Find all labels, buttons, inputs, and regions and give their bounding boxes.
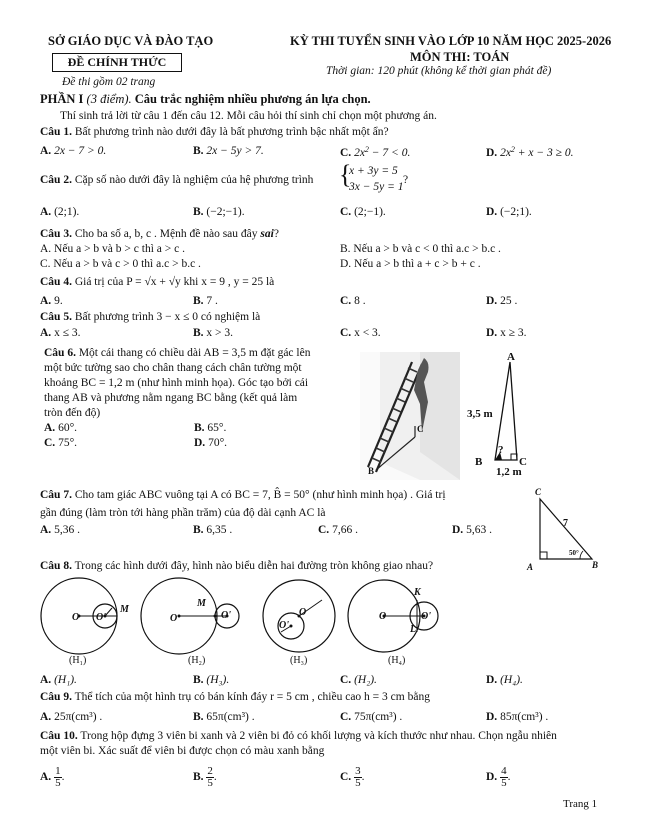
q3-option-b: B. Nếu a > b và c < 0 thì a.c > b.c . xyxy=(340,243,501,255)
q10-stem: Câu 10. Trong hộp đựng 3 viên bi xanh và 2 viên bi đỏ có khối lượng và kích thước như nhau. Chọn ngẫu nhiên xyxy=(40,730,557,742)
q2-equation-1: x + 3y = 5 xyxy=(349,165,398,177)
q3-option-d: D. Nếu a > b thì a + c > b + c . xyxy=(340,258,481,270)
h3-caption: (H₃) xyxy=(290,655,308,666)
subject: MÔN THI: TOÁN xyxy=(410,50,510,64)
q10-stem-2: một viên bi. Xác suất để viên bi được chọn có màu xanh bằng xyxy=(40,745,325,757)
q3-stem: Câu 3. Cho ba số a, b, c . Mệnh đề nào sau đây sai? xyxy=(40,228,279,240)
page-number: Trang 1 xyxy=(563,798,598,810)
photo-label-c: C xyxy=(417,424,424,434)
q7-option-a: A. 5,36 . xyxy=(40,524,80,536)
q9-option-b: B. 65π(cm³) . xyxy=(193,711,255,723)
q10-option-d: D. $\frac{4}{5}$ . xyxy=(486,765,511,789)
q6-label-b: B xyxy=(475,456,483,468)
q10-option-c: C. $\frac{3}{5}$ . xyxy=(340,765,365,789)
q4-option-d: D. 25 . xyxy=(486,295,518,307)
q3-option-a: A. Nếu a > b và b > c thì a > c . xyxy=(40,243,185,255)
official-label: ĐỀ CHÍNH THỨC xyxy=(52,53,182,72)
q9-stem: Câu 9. Thể tích của một hình trụ có bán kính đáy r = 5 cm , chiều cao h = 3 cm bằng xyxy=(40,691,430,703)
q7-label-b: B xyxy=(592,560,599,570)
q2-option-a: A. (2;1). xyxy=(40,206,80,218)
q7-label-a: A xyxy=(527,562,534,572)
q7-side-label: 7 xyxy=(563,518,568,529)
q4-option-b: B. 7 . xyxy=(193,295,218,307)
h2-label-m: M xyxy=(197,598,206,609)
q2-question-mark: ? xyxy=(403,174,409,186)
exam-time: Thời gian: 120 phút (không kể thời gian phát đề) xyxy=(326,65,552,77)
h2-label-o-prime: O' xyxy=(221,610,231,621)
q5-stem: Câu 5. Bất phương trình 3 − x ≤ 0 có nghiệm là xyxy=(40,311,261,323)
q8-option-a: A. (H₁). xyxy=(40,674,77,686)
q6-line-2: một bức tường sao cho chân thang cách chân tường một xyxy=(44,362,302,374)
h4-label-k: K xyxy=(414,587,421,598)
h1-caption: (H₁) xyxy=(69,655,87,666)
q5-option-c: C. x < 3. xyxy=(340,327,381,339)
q2-option-d: D. (−2;1). xyxy=(486,206,532,218)
q3-option-c: C. Nếu a > b và c > 0 thì a.c > b.c . xyxy=(40,258,201,270)
h4-label-l: L xyxy=(410,624,417,635)
q7-option-d: D. 5,63 . xyxy=(452,524,492,536)
h1-label-o-prime: O' xyxy=(96,612,106,623)
q1-option-a: A. 2x − 7 > 0. xyxy=(40,145,107,157)
h4-label-o: O xyxy=(379,611,387,622)
h3-label-o: O xyxy=(299,607,307,618)
q8-option-d: D. (H₄). xyxy=(486,674,523,686)
q7-angle-label: 50° xyxy=(569,549,579,557)
q2-equation-2: 3x − 5y = 1 xyxy=(349,181,404,193)
q1-option-b: B. 2x − 5y > 7. xyxy=(193,145,264,157)
h3-label-o-prime: O' xyxy=(279,620,289,631)
q6-base-label: 1,2 m xyxy=(496,466,522,478)
department-name: SỞ GIÁO DỤC VÀ ĐÀO TẠO xyxy=(48,34,214,48)
q6-label-a: A xyxy=(507,351,515,363)
h2-caption: (H₂) xyxy=(188,655,206,666)
q4-option-a: A. 9. xyxy=(40,295,63,307)
q5-option-d: D. x ≥ 3. xyxy=(486,327,527,339)
q9-option-a: A. 25π(cm³) . xyxy=(40,711,103,723)
h1-label-o: O xyxy=(72,612,80,623)
pages-note: Đề thi gồm 02 trang xyxy=(62,76,156,88)
q6-line-3: khoảng BC = 1,2 m (như hình minh họa). Góc tạo bởi cái xyxy=(44,377,309,389)
h2-label-o: O xyxy=(170,613,178,624)
q6-option-d: D. 70°. xyxy=(194,437,228,449)
q7-label-c: C xyxy=(535,487,542,497)
part1-instruction: Thí sinh trả lời từ câu 1 đến câu 12. Mỗi câu hỏi thí sinh chỉ chọn một phương án. xyxy=(60,110,437,122)
q9-option-c: C. 75π(cm³) . xyxy=(340,711,403,723)
q8-option-c: C. (H₂). xyxy=(340,674,377,686)
q6-option-a: A. 60°. xyxy=(44,422,78,434)
q2-stem: Câu 2. Cặp số nào dưới đây là nghiệm của hệ phương trình xyxy=(40,174,314,186)
system-brace: { xyxy=(339,160,352,189)
q1-option-d: D. $2x^2 + x - 3 \ge 0$. xyxy=(486,145,574,159)
q10-option-b: B. $\frac{2}{5}$ . xyxy=(193,765,217,789)
q1-stem: Câu 1. Bất phương trình nào dưới đây là bất phương trình bậc nhất một ẩn? xyxy=(40,126,389,138)
q5-option-b: B. x > 3. xyxy=(193,327,234,339)
photo-label-b: B xyxy=(368,466,375,476)
exam-title: KỲ THI TUYỂN SINH VÀO LỚP 10 NĂM HỌC 2025-2026 xyxy=(290,34,612,48)
h4-caption: (H₄) xyxy=(388,655,406,666)
q6-angle-unknown: ? xyxy=(498,444,504,456)
q6-line-4: thang AB và phương nằm ngang BC bằng (kết quả làm xyxy=(44,392,298,404)
q6-option-c: C. 75°. xyxy=(44,437,78,449)
q9-option-d: D. 85π(cm³) . xyxy=(486,711,549,723)
q4-option-c: C. 8 . xyxy=(340,295,366,307)
q8-option-b: B. (H₃). xyxy=(193,674,230,686)
part1-heading: PHẦN I (3 điểm). Câu trắc nghiệm nhiều phương án lựa chọn. xyxy=(40,92,371,106)
q6-length-label: 3,5 m xyxy=(467,408,493,420)
q2-option-b: B. (−2;−1). xyxy=(193,206,245,218)
q10-option-a: A. $\frac{1}{5}$ . xyxy=(40,765,65,789)
h4-label-o-prime: O' xyxy=(421,611,431,622)
q7-stem: Câu 7. Cho tam giác ABC vuông tại A có BC = 7, B̂ = 50° (như hình minh họa) . Giá trị xyxy=(40,489,446,501)
q5-option-a: A. x ≤ 3. xyxy=(40,327,81,339)
q6-option-b: B. 65°. xyxy=(194,422,227,434)
q8-stem: Câu 8. Trong các hình dưới đây, hình nào biểu diễn hai đường tròn không giao nhau? xyxy=(40,560,434,572)
q7-option-c: C. 7,66 . xyxy=(318,524,358,536)
q6-line-5: tròn đến độ) xyxy=(44,407,101,419)
q7-stem-2: gần đúng (làm tròn tới hàng phần trăm) của độ dài cạnh AC là xyxy=(40,507,326,519)
q1-option-c: C. $2x^2 - 7 < 0$. xyxy=(340,145,411,159)
q4-stem: Câu 4. Giá trị của P = √x + √y khi x = 9 , y = 25 là xyxy=(40,276,275,288)
q7-triangle-figure xyxy=(530,495,600,565)
ladder-photo-figure xyxy=(360,352,460,480)
q6-line-1: Câu 6. Một cái thang có chiều dài AB = 3,5 m đặt gác lên xyxy=(44,347,311,359)
q7-option-b: B. 6,35 . xyxy=(193,524,233,536)
h1-label-m: M xyxy=(120,604,129,615)
q2-option-c: C. (2;−1). xyxy=(340,206,386,218)
q6-label-c: C xyxy=(519,456,527,468)
